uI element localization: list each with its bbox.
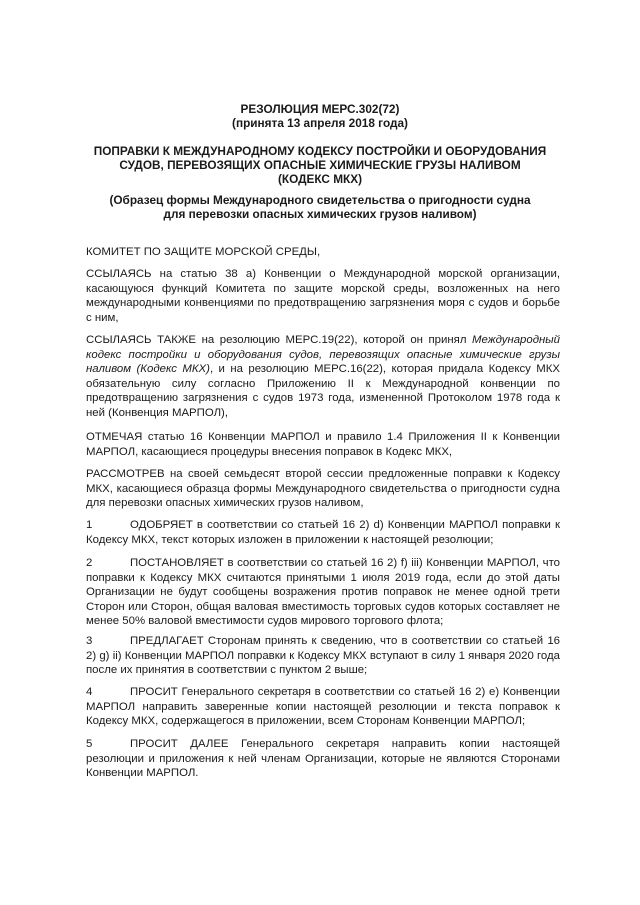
item-text: ПРОСИТ Генерального секретаря в соответствии со статьей 16 2) е) Конвенции МАРПОЛ направить заверенные копии настоящей резолюции и текста поправок к Кодексу МКХ, содержащегося в приложении, всем Сторонам Конвенции МАРПОЛ;: [86, 686, 560, 727]
form-line-2: для перевозки опасных химических грузов наливом): [163, 207, 477, 221]
item-text: ПОСТАНОВЛЯЕТ в соответствии со статьей 16 2) f) iii) Конвенции МАРПОЛ, что поправки к Кодексу МКХ считаются принятыми 1 июля 2019 года, если до этой даты Организации не будут сообщены возражения против поправок не менее одной трети Сторон или Сторон, общая валовая вместимость торговых судов которых составляет не менее 50% валовой вместимости судов мирового торгового флота;: [86, 557, 560, 627]
item-number: 5: [86, 738, 93, 750]
resolution-heading: [60, 102, 580, 130]
having-considered-paragraph: РАССМОТРЕВ на своей семьдесят второй сессии предложенные поправки к Кодексу МКХ, касающиеся образца формы Международного свидетельства о пригодности судна для перевозки опасных химических грузов наливом,: [86, 468, 560, 509]
operative-item-4: [86, 685, 560, 729]
item-number: 2: [86, 557, 93, 569]
item-number: 3: [86, 635, 93, 647]
recalling-also-paragraph: [86, 333, 560, 420]
item-text: ОДОБРЯЕТ в соответствии со статьей 16 2) d) Конвенции МАРПОЛ поправки к Кодексу МКХ, текст которых изложен в приложении к настоящей резолюции;: [86, 519, 560, 546]
item-number: 1: [86, 519, 93, 531]
adoption-date: (принята 13 апреля 2018 года): [232, 116, 408, 130]
code-name-italic: Международный кодекс постройки и оборудования судов, перевозящих опасные химические грузы наливом (Кодекс МКХ): [86, 334, 560, 375]
recalling-also-text-a: ССЫЛАЯСЬ ТАКЖЕ на резолюцию МЕРС.19(22), которой он принял: [86, 334, 473, 346]
form-line-1: (Образец формы Международного свидетельства о пригодности судна: [109, 193, 531, 207]
resolution-title: РЕЗОЛЮЦИЯ МЕРС.302(72): [240, 102, 400, 116]
recalling-also-text-b: , и на резолюцию МЕРС.16(22), которая придала Кодексу МКХ обязательную силу согласно Приложению II к Международной конвенции по предотвращению загрязнения с судов 1973 года, измененной Протоколом 1978 года к ней (Конвенция МАРПОЛ),: [86, 363, 561, 419]
operative-item-2: [86, 556, 560, 629]
operative-item-5: [86, 737, 560, 781]
item-text: ПРОСИТ ДАЛЕЕ Генерального секретаря направить копии настоящей резолюции и приложения к ней членам Организации, которые не являются Сторонами Конвенции МАРПОЛ.: [86, 738, 560, 779]
operative-item-3: [86, 634, 560, 678]
item-text: ПРЕДЛАГАЕТ Сторонам принять к сведению, что в соответствии со статьей 16 2) g) ii) Конвенции МАРПОЛ поправки к Кодексу МКХ вступают в силу 1 января 2020 года после их принятия в соответствии с пунктом 2 выше;: [86, 635, 560, 676]
subject-heading: [60, 144, 580, 186]
subject-line-1: ПОПРАВКИ К МЕЖДУНАРОДНОМУ КОДЕКСУ ПОСТРОЙКИ И ОБОРУДОВАНИЯ: [93, 144, 547, 158]
noting-paragraph: ОТМЕЧАЯ статью 16 Конвенции МАРПОЛ и правило 1.4 Приложения II к Конвенции МАРПОЛ, касающиеся процедуры внесения поправок в Кодекс МКХ,: [86, 431, 560, 458]
operative-item-1: [86, 518, 560, 547]
form-heading: [60, 193, 580, 221]
committee-line: КОМИТЕТ ПО ЗАЩИТЕ МОРСКОЙ СРЕДЫ,: [86, 246, 321, 258]
recalling-paragraph: ССЫЛАЯСЬ на статью 38 а) Конвенции о Международной морской организации, касающуюся функций Комитета по защите морской среды, возложенных на него международными конвенциями по предотвращению загрязнения моря с судов и борьбе с ним,: [86, 268, 560, 324]
subject-line-2: СУДОВ, ПЕРЕВОЗЯЩИХ ОПАСНЫЕ ХИМИЧЕСКИЕ ГРУЗЫ НАЛИВОМ: [119, 158, 521, 172]
subject-line-3: (КОДЕКС МКХ): [277, 172, 363, 186]
item-number: 4: [86, 686, 93, 698]
